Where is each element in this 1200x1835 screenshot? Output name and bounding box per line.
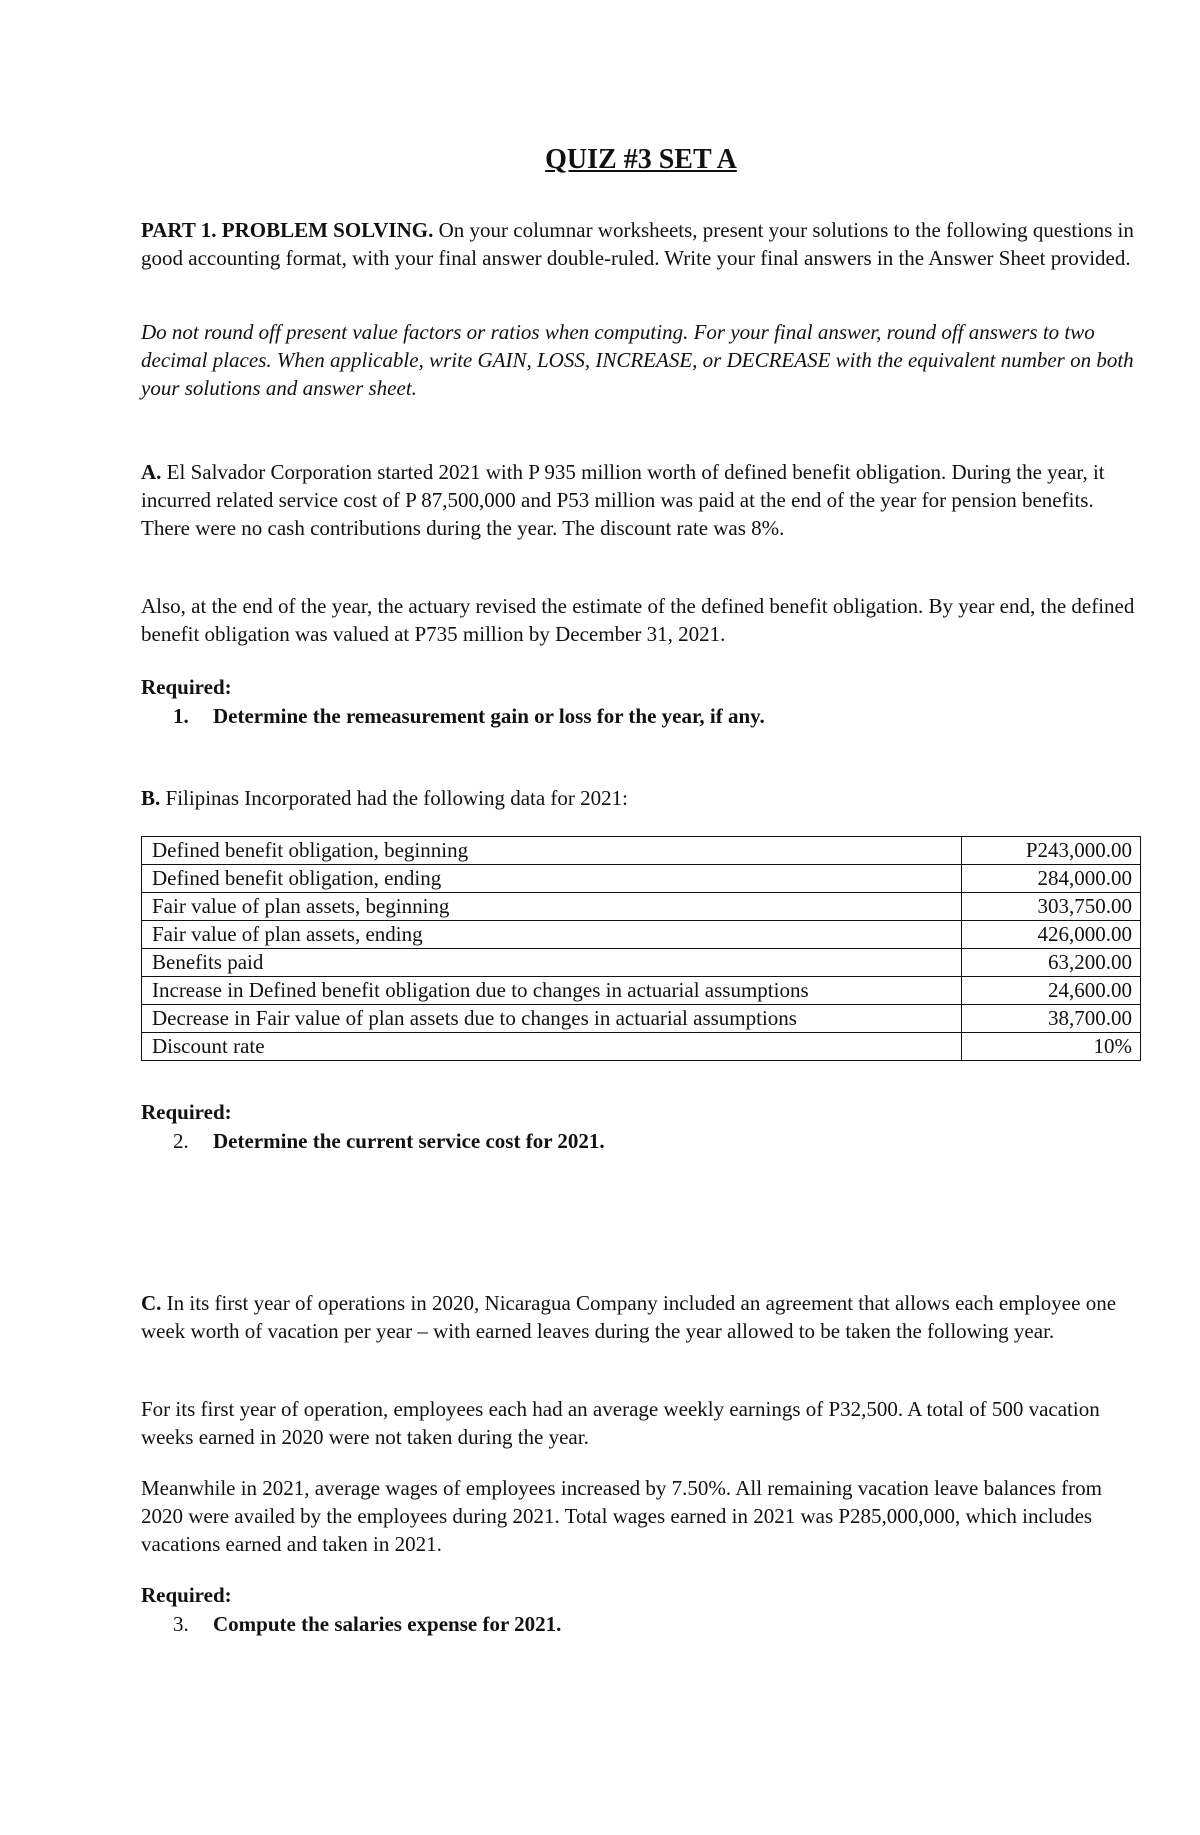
problem-a-paragraph-1: [141, 458, 1141, 542]
table-row: [142, 893, 1141, 921]
table-row: [142, 1005, 1141, 1033]
table-row: [142, 921, 1141, 949]
requirement-number: 2.: [173, 1129, 189, 1153]
rounding-instructions: Do not round off present value factors or ratios when computing. For your final answer, round off answers to two decimal places. When applicable, write GAIN, LOSS, INCREASE, or DECREASE with the equivalent number on both your solutions and answer sheet.: [141, 320, 1134, 400]
problem-c-required-label: Required:: [141, 1583, 232, 1607]
requirement-text: Determine the remeasurement gain or loss for the year, if any.: [213, 704, 765, 728]
row-label: Defined benefit obligation, beginning: [142, 837, 962, 865]
row-label: Fair value of plan assets, ending: [142, 921, 962, 949]
filipinas-data-table: [141, 836, 1141, 1061]
problem-b-intro-text: Filipinas Incorporated had the following data for 2021:: [160, 786, 628, 810]
page-title: QUIZ #3 SET A: [545, 144, 737, 175]
problem-c-paragraph-3: Meanwhile in 2021, average wages of employees increased by 7.50%. All remaining vacation leave balances from 2020 were availed by the employees during 2021. Total wages earned in 2021 was P285,000,000, which includes vacations earned and taken in 2021.: [141, 1476, 1102, 1556]
row-value: 63,200.00: [962, 949, 1141, 977]
row-label: Defined benefit obligation, ending: [142, 865, 962, 893]
row-label: Increase in Defined benefit obligation due to changes in actuarial assumptions: [142, 977, 962, 1005]
problem-a-text-1: El Salvador Corporation started 2021 with P 935 million worth of defined benefit obligation. During the year, it incurred related service cost of P 87,500,000 and P53 million was paid at the end of the year for pension benefits. There were no cash contributions during the year. The discount rate was 8%.: [141, 460, 1105, 540]
problem-a-letter: A.: [141, 460, 162, 484]
table-row: [142, 837, 1141, 865]
problem-c-requirement: [173, 1610, 561, 1638]
requirement-text: Determine the current service cost for 2021.: [213, 1129, 605, 1153]
problem-c-letter: C.: [141, 1291, 162, 1315]
row-value: 426,000.00: [962, 921, 1141, 949]
requirement-text: Compute the salaries expense for 2021.: [213, 1612, 562, 1636]
problem-b-required-label: Required:: [141, 1100, 232, 1124]
row-value: 303,750.00: [962, 893, 1141, 921]
table-row: [142, 949, 1141, 977]
table-row: [142, 865, 1141, 893]
problem-c-paragraph-2: For its first year of operation, employees each had an average weekly earnings of P32,500. A total of 500 vacation weeks earned in 2020 were not taken during the year.: [141, 1397, 1100, 1449]
problem-b-intro: [141, 784, 1141, 812]
problem-b-letter: B.: [141, 786, 161, 810]
row-value: 38,700.00: [962, 1005, 1141, 1033]
row-label: Benefits paid: [142, 949, 962, 977]
row-value: 284,000.00: [962, 865, 1141, 893]
part-1-instructions: [141, 216, 1141, 272]
problem-c-paragraph-1: [141, 1289, 1141, 1345]
problem-c-text-1: In its first year of operations in 2020, Nicaragua Company included an agreement that allows each employee one week worth of vacation per year – with earned leaves during the year allowed to be taken the following year.: [141, 1291, 1117, 1343]
row-value: P243,000.00: [962, 837, 1141, 865]
table-row: [142, 1033, 1141, 1061]
row-value: 10%: [962, 1033, 1141, 1061]
row-label: Fair value of plan assets, beginning: [142, 893, 962, 921]
requirement-number: 3.: [173, 1612, 189, 1636]
row-value: 24,600.00: [962, 977, 1141, 1005]
part-text: On your columnar worksheets, present your solutions to the following questions in good accounting format, with your final answer double-ruled. Write your final answers in the Answer Sheet provided.: [141, 218, 1134, 270]
table-row: [142, 977, 1141, 1005]
problem-b-requirement: [173, 1127, 605, 1155]
row-label: Decrease in Fair value of plan assets due to changes in actuarial assumptions: [142, 1005, 962, 1033]
part-label: PART 1. PROBLEM SOLVING.: [141, 218, 434, 242]
problem-a-requirement: [173, 702, 765, 730]
problem-a-paragraph-2: Also, at the end of the year, the actuary revised the estimate of the defined benefit obligation. By year end, the defined benefit obligation was valued at P735 million by December 31, 2021.: [141, 594, 1135, 646]
requirement-number: 1.: [173, 704, 189, 728]
row-label: Discount rate: [142, 1033, 962, 1061]
problem-a-required-label: Required:: [141, 675, 232, 699]
